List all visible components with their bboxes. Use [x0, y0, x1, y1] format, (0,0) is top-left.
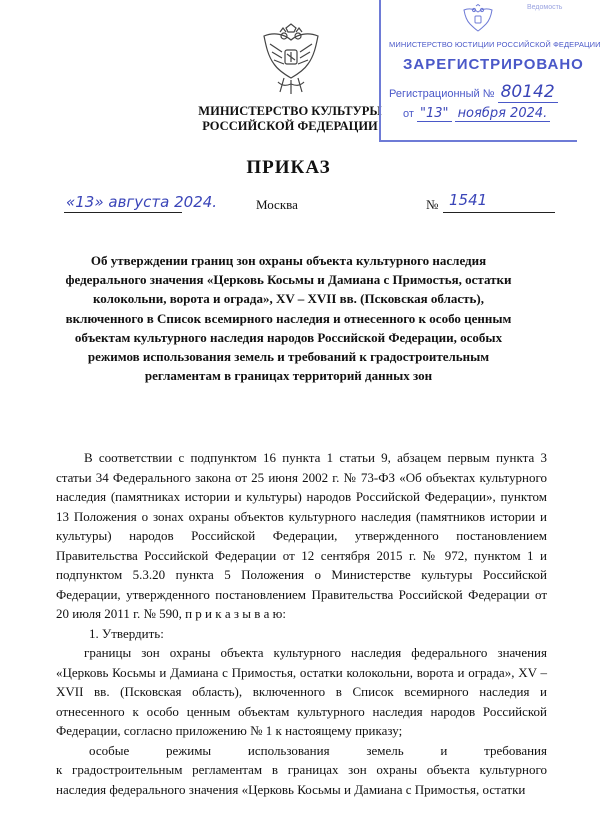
- coat-of-arms-icon: [461, 4, 495, 36]
- order-number-label: №: [426, 197, 439, 212]
- body-paragraph-2: 1. Утвердить:: [89, 625, 164, 641]
- number-underline: [443, 212, 555, 213]
- stamp-status: ЗАРЕГИСТРИРОВАНО: [403, 56, 584, 73]
- stamp-date: [403, 106, 550, 121]
- stamp-reg-label: Регистрационный №: [389, 88, 495, 100]
- stamp-date-day: "13": [417, 106, 452, 122]
- order-subject: Об утверждении границ зон охраны объекта культурного наследия федерального значения «Церковь Косьмы и Дамиана с Примостья, остатки колокольни, ворота и ограда», XV – XVII вв. (Псковская область), включенного в Список всемирного наследия и отнесенного к особо ценным объектам культурного наследия народов Российской Федерации, особых режимов использования земель и требований к градостроительным регламентам в границах территорий данных зон: [65, 253, 512, 384]
- stamp-faint-text: Ведомость: [527, 4, 563, 11]
- body-paragraph-3: границы зон охраны объекта культурного наследия федерального значения «Церковь Косьмы и Дамиана с Примостья, остатки колокольни, ворота и ограда», XV – XVII вв. (Псковская область), включенного в Список всемирного наследия и отнесенного к особо ценным объектам культурного наследия народов Российской Федерации, согласно приложению № 1 к настоящему приказу;: [56, 645, 547, 738]
- order-date: «13» августа 2024.: [66, 193, 218, 211]
- coat-of-arms-icon: [256, 22, 326, 102]
- stamp-date-prefix: от: [403, 108, 414, 120]
- body-paragraph-5: к градостроительным регламентам в границах зон охраны объекта культурного наследия федерального значения «Церковь Косьмы и Дамиана с Примостья, остатки: [56, 762, 547, 797]
- body-paragraph-1: В соответствии с подпунктом 16 пункта 1 статьи 9, абзацем первым пункта 3 статьи 34 Федерального закона от 25 июня 2002 г. № 73-ФЗ «Об объектах культурного наследия (памятниках истории и культуры) народов Российской Федерации», пунктом 13 Положения о зонах охраны объектов культурного наследия (памятников истории и культуры) народов Российской Федерации, утвержденного постановлением Правительства Российской Федерации от 12 сентября 2015 г. № 972, пунктом 1 и подпунктом 5.3.20 пункта 5 Положения о Министерстве культуры Российской Федерации, утвержденного постановлением Правительства Российской Федерации от 20 июля 2011 г. № 590, п р и к а з ы в а ю:: [56, 450, 547, 621]
- stamp-registration: [389, 82, 558, 102]
- ministry-line-2: РОССИЙСКОЙ ФЕДЕРАЦИИ: [202, 119, 378, 133]
- ministry-line-1: МИНИСТЕРСТВО КУЛЬТУРЫ: [198, 104, 382, 118]
- stamp-reg-number: 80142: [498, 82, 558, 103]
- order-number: 1541: [449, 191, 488, 209]
- stamp-date-month-year: ноября 2024.: [455, 106, 551, 122]
- stamp-ministry: МИНИСТЕРСТВО ЮСТИЦИИ РОССИЙСКОЙ ФЕДЕРАЦИИ: [389, 40, 601, 49]
- document-title: ПРИКАЗ: [246, 157, 331, 178]
- body-paragraph-4: особые режимы использования земель и требования: [89, 742, 547, 758]
- registration-stamp: [379, 0, 601, 142]
- order-city: Москва: [256, 197, 298, 212]
- date-underline: [64, 212, 182, 213]
- order-body: [56, 448, 547, 799]
